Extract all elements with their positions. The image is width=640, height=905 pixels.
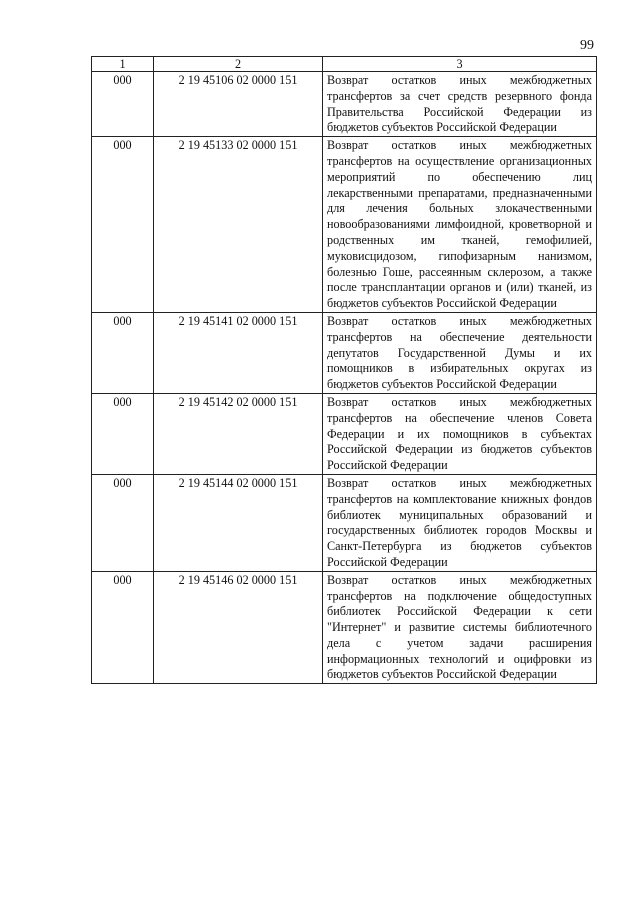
- page-number: 99: [580, 38, 594, 53]
- budget-code-cell: 2 19 45106 02 0000 151: [154, 72, 323, 137]
- table-row: [92, 393, 597, 474]
- description-cell: Возврат остатков иных межбюджетных трансфертов на осуществление организационных мероприятий по обеспечению лиц лекарственными препаратами, предназначенными для лечения больных злокачественными новообразованиями лимфоидной, кроветворной и родственных им тканей, гемофилией, муковисцидозом, гипофизарным нанизмом, болезнью Гоше, рассеянным склерозом, а также после трансплантации органов и (или) тканей, из бюджетов субъектов Российской Федерации: [323, 137, 597, 313]
- description-cell: Возврат остатков иных межбюджетных трансфертов за счет средств резервного фонда Правительства Российской Федерации из бюджетов субъектов Российской Федерации: [323, 72, 597, 137]
- budget-code-cell: 2 19 45141 02 0000 151: [154, 312, 323, 393]
- table-row: [92, 312, 597, 393]
- budget-code-table: [91, 56, 597, 684]
- column-header-1: 1: [92, 57, 154, 72]
- table-row: [92, 474, 597, 571]
- admin-code-cell: 000: [92, 571, 154, 684]
- budget-code-cell: 2 19 45146 02 0000 151: [154, 571, 323, 684]
- table-header-row: [92, 57, 597, 72]
- table-row: [92, 137, 597, 313]
- description-cell: Возврат остатков иных межбюджетных трансфертов на обеспечение деятельности депутатов Государственной Думы и их помощников в избирательных округах из бюджетов субъектов Российской Федерации: [323, 312, 597, 393]
- table-row: [92, 72, 597, 137]
- budget-code-cell: 2 19 45133 02 0000 151: [154, 137, 323, 313]
- budget-code-cell: 2 19 45144 02 0000 151: [154, 474, 323, 571]
- admin-code-cell: 000: [92, 393, 154, 474]
- column-header-2: 2: [154, 57, 323, 72]
- description-cell: Возврат остатков иных межбюджетных трансфертов на подключение общедоступных библиотек Российской Федерации к сети "Интернет" и развитие системы библиотечного дела с учетом задачи расширения информационных технологий и оцифровки из бюджетов субъектов Российской Федерации: [323, 571, 597, 684]
- description-cell: Возврат остатков иных межбюджетных трансфертов на обеспечение членов Совета Федерации и их помощников в субъектах Российской Федерации из бюджетов субъектов Российской Федерации: [323, 393, 597, 474]
- description-cell: Возврат остатков иных межбюджетных трансфертов на комплектование книжных фондов библиотек муниципальных образований и государственных библиотек городов Москвы и Санкт-Петербурга из бюджетов субъектов Российской Федерации: [323, 474, 597, 571]
- admin-code-cell: 000: [92, 72, 154, 137]
- admin-code-cell: 000: [92, 312, 154, 393]
- budget-code-cell: 2 19 45142 02 0000 151: [154, 393, 323, 474]
- admin-code-cell: 000: [92, 137, 154, 313]
- admin-code-cell: 000: [92, 474, 154, 571]
- table-row: [92, 571, 597, 684]
- column-header-3: 3: [323, 57, 597, 72]
